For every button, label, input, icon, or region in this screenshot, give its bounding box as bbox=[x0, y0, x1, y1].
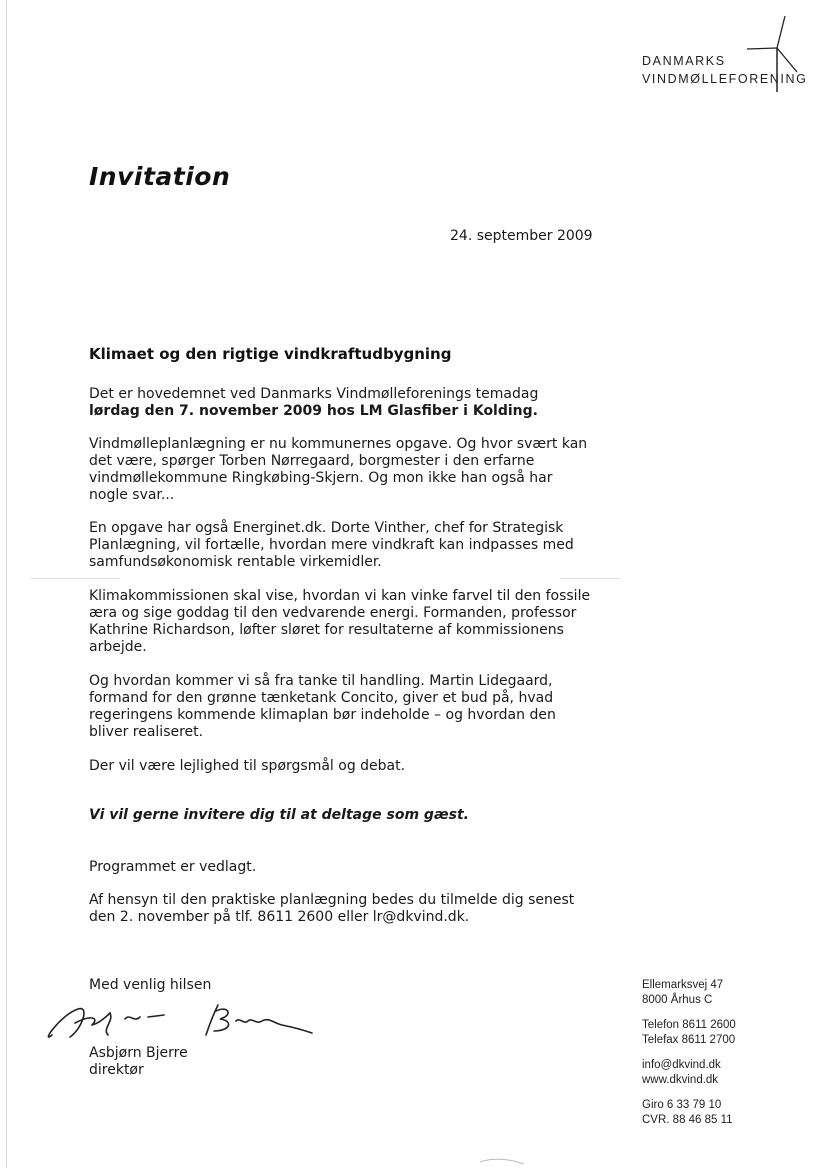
wind-turbine-icon bbox=[745, 12, 805, 92]
paragraph-intro bbox=[89, 386, 609, 420]
contact-web: www.dkvind.dk bbox=[642, 1074, 719, 1086]
paragraph-line: Af hensyn til den praktiske planlægning bedes du tilmelde dig senest bbox=[89, 892, 575, 908]
paragraph-concito bbox=[89, 673, 609, 741]
paragraph-line: regeringens kommende klimaplan bør indeholde – og hvordan den bbox=[89, 707, 556, 723]
paragraph-registration bbox=[89, 892, 609, 926]
contact-cvr: CVR. 88 46 85 11 bbox=[642, 1114, 733, 1126]
scan-edge bbox=[6, 0, 7, 1168]
contact-giro: Giro 6 33 79 10 bbox=[642, 1099, 722, 1111]
contact-fax: Telefax 8611 2700 bbox=[642, 1034, 736, 1046]
page-title: Invitation bbox=[89, 162, 231, 191]
scan-artifact bbox=[30, 578, 120, 579]
paragraph-climate-commission bbox=[89, 588, 609, 656]
contact-block bbox=[642, 978, 812, 1128]
letter-date: 24. september 2009 bbox=[450, 228, 593, 244]
paragraph-line: det være, spørger Torben Nørregaard, borgmester i den erfarne bbox=[89, 453, 535, 469]
closing-greeting: Med venlig hilsen bbox=[89, 977, 212, 993]
paragraph-line: Vi vil gerne invitere dig til at deltage som gæst. bbox=[89, 807, 469, 823]
paragraph-program bbox=[89, 859, 609, 876]
event-date-location: lørdag den 7. november 2009 hos LM Glasfiber i Kolding. bbox=[89, 403, 538, 419]
scan-artifact bbox=[478, 1156, 528, 1166]
paragraph-debate bbox=[89, 758, 609, 775]
paragraph-line: Programmet er vedlagt. bbox=[89, 859, 257, 875]
contact-city: 8000 Århus C bbox=[642, 994, 713, 1006]
paragraph-line: Vindmølleplanlægning er nu kommunernes opgave. Og hvor svært kan bbox=[89, 436, 588, 452]
paragraph-energinet bbox=[89, 520, 609, 571]
paragraph-line: Og hvordan kommer vi så fra tanke til handling. Martin Lidegaard, bbox=[89, 673, 553, 689]
organization-logo bbox=[600, 10, 820, 95]
signer-role: direktør bbox=[89, 1062, 144, 1078]
contact-email: info@dkvind.dk bbox=[642, 1059, 721, 1071]
paragraph-line: samfundsøkonomisk rentable virkemidler. bbox=[89, 554, 382, 570]
paragraph-line: formand for den grønne tænketank Concito, giver et bud på, hvad bbox=[89, 690, 554, 706]
contact-phone: Telefon 8611 2600 bbox=[642, 1019, 736, 1031]
paragraph-line: vindmøllekommune Ringkøbing-Skjern. Og mon ikke han også har bbox=[89, 470, 553, 486]
paragraph-line: En opgave har også Energinet.dk. Dorte Vinther, chef for Strategisk bbox=[89, 520, 564, 536]
signer-name: Asbjørn Bjerre bbox=[89, 1045, 188, 1061]
paragraph-line: Der vil være lejlighed til spørgsmål og debat. bbox=[89, 758, 406, 774]
logo-line-1: DANMARKS bbox=[642, 54, 726, 68]
paragraph-line: den 2. november på tlf. 8611 2600 eller lr@dkvind.dk. bbox=[89, 909, 470, 925]
paragraph-line: nogle svar... bbox=[89, 487, 175, 503]
signer-block bbox=[89, 1045, 188, 1079]
subject-heading: Klimaet og den rigtige vindkraftudbygning bbox=[89, 345, 452, 363]
paragraph-planning bbox=[89, 436, 609, 504]
scan-artifact bbox=[560, 578, 620, 579]
paragraph-line: bliver realiseret. bbox=[89, 724, 204, 740]
paragraph-line: Klimakommissionen skal vise, hvordan vi kan vinke farvel til den fossile bbox=[89, 588, 591, 604]
paragraph-line: æra og sige goddag til den vedvarende energi. Formanden, professor bbox=[89, 605, 577, 621]
paragraph-line: Planlægning, vil fortælle, hvordan mere vindkraft kan indpasses med bbox=[89, 537, 574, 553]
invitation-statement bbox=[89, 807, 609, 824]
paragraph-line: Det er hovedemnet ved Danmarks Vindmølleforenings temadag bbox=[89, 386, 539, 402]
logo-line-2: VINDMØLLEFORENING bbox=[642, 72, 808, 86]
contact-street: Ellemarksvej 47 bbox=[642, 979, 724, 991]
paragraph-line: Kathrine Richardson, løfter sløret for resultaterne af kommissionens bbox=[89, 622, 564, 638]
paragraph-line: arbejde. bbox=[89, 639, 147, 655]
